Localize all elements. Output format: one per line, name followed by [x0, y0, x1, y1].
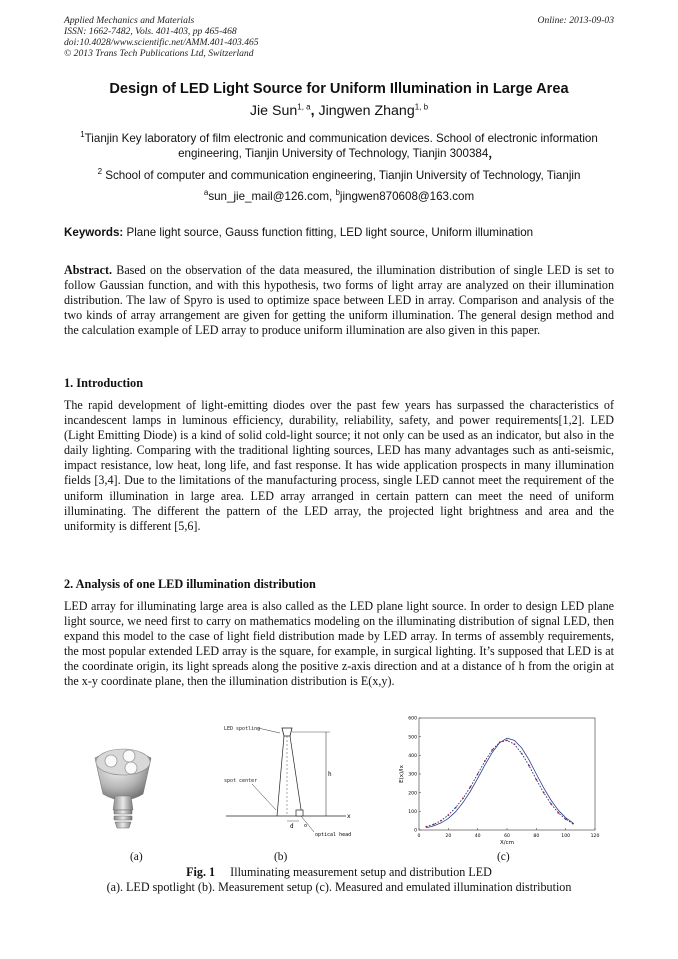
affiliation-1-mark: 1 [80, 130, 85, 140]
author-1-affiliation: 1, a [297, 102, 311, 112]
figure-label-c: (c) [497, 851, 510, 863]
chart-point-measured [565, 818, 567, 820]
paper-title: Design of LED Light Source for Uniform Illumination in Large Area [109, 81, 569, 97]
chart-x-tick-label: 120 [590, 834, 600, 839]
chart-y-tick-label: 500 [408, 735, 417, 741]
email-b[interactable]: jingwen870608@163.com [339, 190, 475, 203]
author-line [40, 103, 638, 119]
measurement-setup-diagram [222, 720, 354, 838]
chart-y-tick-label: 400 [408, 753, 417, 759]
chart-x-axis-label: X/cm [499, 840, 515, 846]
figure-label-b: (b) [274, 851, 288, 863]
figure-label-a: (a) [130, 851, 143, 863]
affiliation-1 [80, 131, 598, 161]
chart-x-tick-label: 40 [474, 834, 481, 839]
chart-x-tick-label: 100 [561, 834, 571, 839]
chart-x-tick-label: 60 [504, 834, 510, 839]
chart-point-measured [440, 820, 442, 822]
setup-label-spotlight: LED spotling [224, 726, 261, 732]
section-1-heading: 1. Introduction [64, 376, 144, 390]
chart-point-measured [455, 807, 457, 809]
chart-point-measured [543, 792, 545, 794]
figure-caption-title: Illuminating measurement setup and distribution LED [215, 865, 492, 879]
setup-label-x: x [347, 813, 351, 820]
figure-caption [40, 865, 638, 880]
led-spotlight-image [85, 740, 165, 835]
chart-point-measured [425, 826, 427, 828]
chart-point-measured [521, 753, 523, 755]
chart-point-measured [447, 814, 449, 816]
affiliation-2 [40, 168, 638, 183]
illumination-chart [395, 712, 610, 848]
author-1: Jie Sun [249, 103, 298, 119]
author-2: Jingwen Zhang [318, 103, 415, 119]
chart-point-measured [469, 786, 471, 788]
keywords-label: Keywords: [64, 226, 124, 239]
light-ray-right [290, 736, 302, 816]
chart-point-measured [477, 773, 479, 775]
optical-head-pointer [301, 816, 314, 832]
light-ray-left [277, 736, 284, 816]
section-2-heading: 2. Analysis of one LED illumination distribution [64, 577, 316, 591]
issn-line: ISSN: 1662-7482, Vols. 401-403, pp 465-468 [64, 26, 237, 37]
online-date: Online: 2013-09-03 [537, 15, 614, 26]
chart-y-tick-label: 300 [408, 772, 417, 778]
spotlight-symbol [282, 728, 292, 736]
chart-point-measured [484, 760, 486, 762]
chart-point-measured [550, 803, 552, 805]
chart-x-tick-label: 20 [445, 834, 452, 839]
author-2-affiliation: 1, b [414, 102, 429, 112]
affiliation-2-text: School of computer and communication engineering, Tianjin University of Technology, Tianjin [102, 169, 581, 182]
doi-line[interactable]: doi:10.4028/www.scientific.net/AMM.401-403.465 [64, 37, 259, 48]
chart-y-tick-label: 200 [408, 791, 417, 797]
keywords [64, 226, 624, 239]
chart-point-measured [557, 812, 559, 814]
chart-y-tick-label: 100 [408, 809, 417, 815]
setup-label-h: h [328, 771, 332, 778]
chart-y-tick-label: 0 [414, 828, 417, 834]
section-1-text: The rapid development of light-emitting diodes over the past few years has surpassed the characteristics of incandescent lamps in luminous efficiency, durability, reliability, safety, and power requirements[1,2]. LED (Light Emitting Diode) is a kind of solid cold-light source; it not only can be used as an indicator, but also in the daily lighting. Comparing with the traditional lighting sources, LED has many advantages such as anti-seismic, impact resistance, low heat, long life, and fast response. It has wide application prospects in many illumination fields [3,4]. Due to the limitations of the manufacturing process, single LED cannot meet the requirement of the uniform illumination in large area. LED array arranged in certain pattern can meet the need of uniform illuminating. The different the pattern of the LED array, the projected light brightness and area and the uniformity is different [5,6]. [64, 398, 614, 533]
abstract-text: Based on the observation of the data measured, the illumination distribution of single LED is set to follow Gaussian function, and with this hypothesis, two forms of light array are analyzed on their illumination distribution. The law of Spyro is used to optimize space between LED in array. Comparison and analysis of the two kinds of array arrangement are given for getting the uniform illumination. The general design method and the calculation example of LED array to produce uniform illumination are also given in this paper. [64, 263, 614, 338]
affiliation-1-end: ， [488, 147, 500, 160]
spotlight-pointer [258, 728, 280, 733]
chart-x-tick-label: 0 [417, 834, 421, 839]
chart-y-tick-label: 600 [408, 716, 417, 722]
optical-head-symbol [296, 810, 303, 816]
chart-point-measured [535, 779, 537, 781]
figure-caption-number: Fig. 1 [186, 865, 216, 879]
email-a-mark: a [203, 188, 209, 198]
chart-x-tick-label: 80 [533, 834, 540, 839]
affiliation-1-text: Tianjin Key laboratory of film electronic and communication devices. School of electronic information engineering, Tianjin University of Technology, Tianjin 300384 [84, 132, 598, 160]
email-b-mark: b [335, 188, 340, 198]
section-2-text: LED array for illuminating large area is also called as the LED plane light source. In order to design LED plane light source, we need first to carry on mathematics modeling on the illuminating distribution of signal LED, then expand this model to the case of light field distribution made by LED array. In terms of assembly requirements, the most popular extended LED array is the square, for example, in surgical lighting. It’s supposed that LED is at the coordinate origin, its light spreads along the positive z-axis direction and at a distance of h from the origin at the x-y coordinate plane, then the illumination distribution is E(x,y). [64, 599, 614, 689]
author-separator: , [310, 103, 319, 119]
journal-name: Applied Mechanics and Materials [64, 15, 195, 26]
figure-subcaption: (a). LED spotlight (b). Measurement setup (c). Measured and emulated illumination distribution [106, 880, 572, 894]
chart-point-measured [513, 743, 515, 745]
chart-plot-frame [419, 718, 595, 830]
setup-label-spot-center: spot center [224, 778, 258, 784]
email-a[interactable]: sun_jie_mail@126.com, [208, 190, 336, 203]
chart-point-measured [506, 740, 508, 742]
setup-label-optical-head: optical head [315, 832, 352, 838]
chart-point-measured [491, 749, 493, 751]
setup-label-o: o [304, 823, 308, 829]
copyright-line: © 2013 Trans Tech Publications Ltd, Switzerland [64, 48, 254, 59]
abstract-label: Abstract. [64, 263, 113, 277]
chart-series-line-measured [426, 740, 573, 826]
spot-center-pointer [252, 784, 276, 810]
chart-point-measured [433, 824, 435, 826]
abstract [64, 263, 614, 338]
email-line [40, 190, 638, 203]
chart-point-measured [462, 797, 464, 799]
chart-point-measured [499, 741, 501, 743]
chart-point-measured [572, 823, 574, 825]
setup-label-d: d [290, 823, 294, 830]
affiliation-2-mark: 2 [97, 167, 103, 177]
journal-header [64, 15, 259, 59]
keywords-text: Plane light source, Gauss function fitting, LED light source, Uniform illumination [123, 226, 534, 239]
chart-y-axis-label: E(x)/lx [399, 765, 405, 783]
chart-point-measured [528, 765, 530, 767]
